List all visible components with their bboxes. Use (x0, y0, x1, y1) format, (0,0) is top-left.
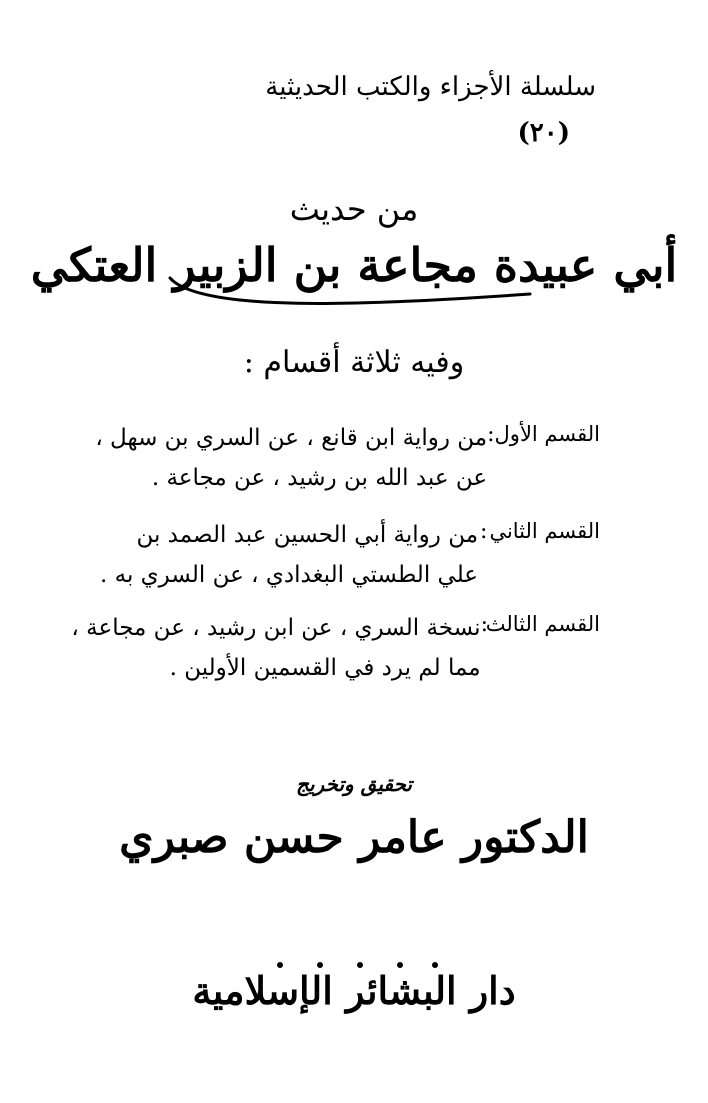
part-line: علي الطستي البغدادي ، عن السري به . (100, 562, 479, 588)
part-line: من رواية ابن قانع ، عن السري بن سهل ، (95, 425, 488, 451)
part-label: القسم الثالث (485, 612, 600, 636)
part-line: عن عبد الله بن رشيد ، عن مجاعة . (151, 465, 488, 491)
part-third (71, 608, 600, 688)
publisher-name: دار البشائر الإسلامية (192, 968, 516, 1013)
part-second (100, 515, 600, 595)
part-colon: : (487, 422, 495, 447)
part-line: مما لم يرد في القسمين الأولين . (169, 655, 481, 681)
part-description (71, 608, 480, 688)
series-title: سلسلة الأجزاء والكتب الحديثية (265, 72, 596, 102)
book-title: أبي عبيدة مجاعة بن الزبير العتكي (30, 238, 678, 292)
author-name: الدكتور عامر حسن صبري (119, 812, 589, 863)
series-number: (٢٠) (517, 118, 570, 148)
part-line: من رواية أبي الحسين عبد الصمد بن (136, 522, 479, 548)
tahqiq-label: تحقيق وتخريج (296, 772, 412, 796)
part-colon: : (480, 612, 488, 637)
part-line: نسخة السري ، عن ابن رشيد ، عن مجاعة ، (71, 615, 481, 641)
part-description (100, 515, 478, 595)
part-description (95, 418, 487, 498)
part-colon: : (480, 519, 488, 544)
part-label: القسم الثاني (489, 519, 600, 543)
part-first (95, 418, 600, 498)
min-hadith-heading: من حديث (289, 190, 419, 228)
part-label: القسم الأول (494, 422, 600, 446)
title-swash-ornament (160, 272, 540, 312)
parts-intro: وفيه ثلاثة أقسام : (243, 345, 465, 380)
